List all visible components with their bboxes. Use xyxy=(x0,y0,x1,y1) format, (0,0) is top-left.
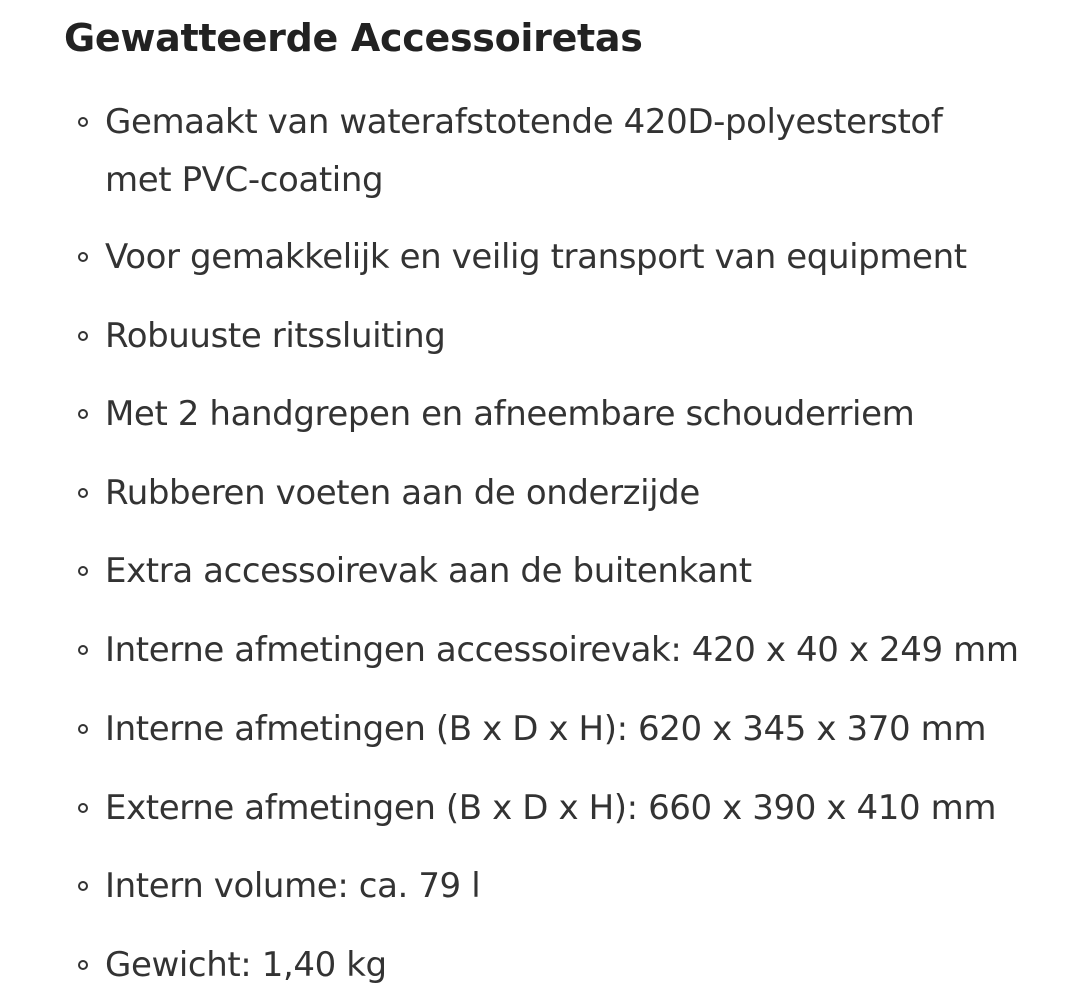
circle-bullet-icon xyxy=(78,645,88,655)
circle-bullet-icon xyxy=(78,960,88,970)
feature-text: Intern volume: ca. 79 l xyxy=(105,866,481,906)
feature-text: Gewicht: 1,40 kg xyxy=(105,945,387,985)
feature-text: Extra accessoirevak aan de buitenkant xyxy=(105,551,752,591)
circle-bullet-icon xyxy=(78,331,88,341)
feature-text: Voor gemakkelijk en veilig transport van equipment xyxy=(105,237,967,277)
circle-bullet-icon xyxy=(78,803,88,813)
circle-bullet-icon xyxy=(78,881,88,891)
circle-bullet-icon xyxy=(78,252,88,262)
circle-bullet-icon xyxy=(78,724,88,734)
circle-bullet-icon xyxy=(78,566,88,576)
page-title: Gewatteerde Accessoiretas xyxy=(64,16,643,60)
feature-text: Rubberen voeten aan de onderzijde xyxy=(105,473,700,513)
circle-bullet-icon xyxy=(78,488,88,498)
feature-text: Gemaakt van waterafstotende 420D-polyesterstof met PVC-coating xyxy=(105,102,943,200)
feature-text: Interne afmetingen accessoirevak: 420 x 40 x 249 mm xyxy=(105,630,1019,670)
feature-text: Interne afmetingen (B x D x H): 620 x 345 x 370 mm xyxy=(105,709,987,749)
feature-text: Robuuste ritssluiting xyxy=(105,316,446,356)
circle-bullet-icon xyxy=(78,409,88,419)
feature-text: Met 2 handgrepen en afneembare schouderriem xyxy=(105,394,915,434)
circle-bullet-icon xyxy=(78,117,88,127)
feature-text: Externe afmetingen (B x D x H): 660 x 390 x 410 mm xyxy=(105,788,997,828)
